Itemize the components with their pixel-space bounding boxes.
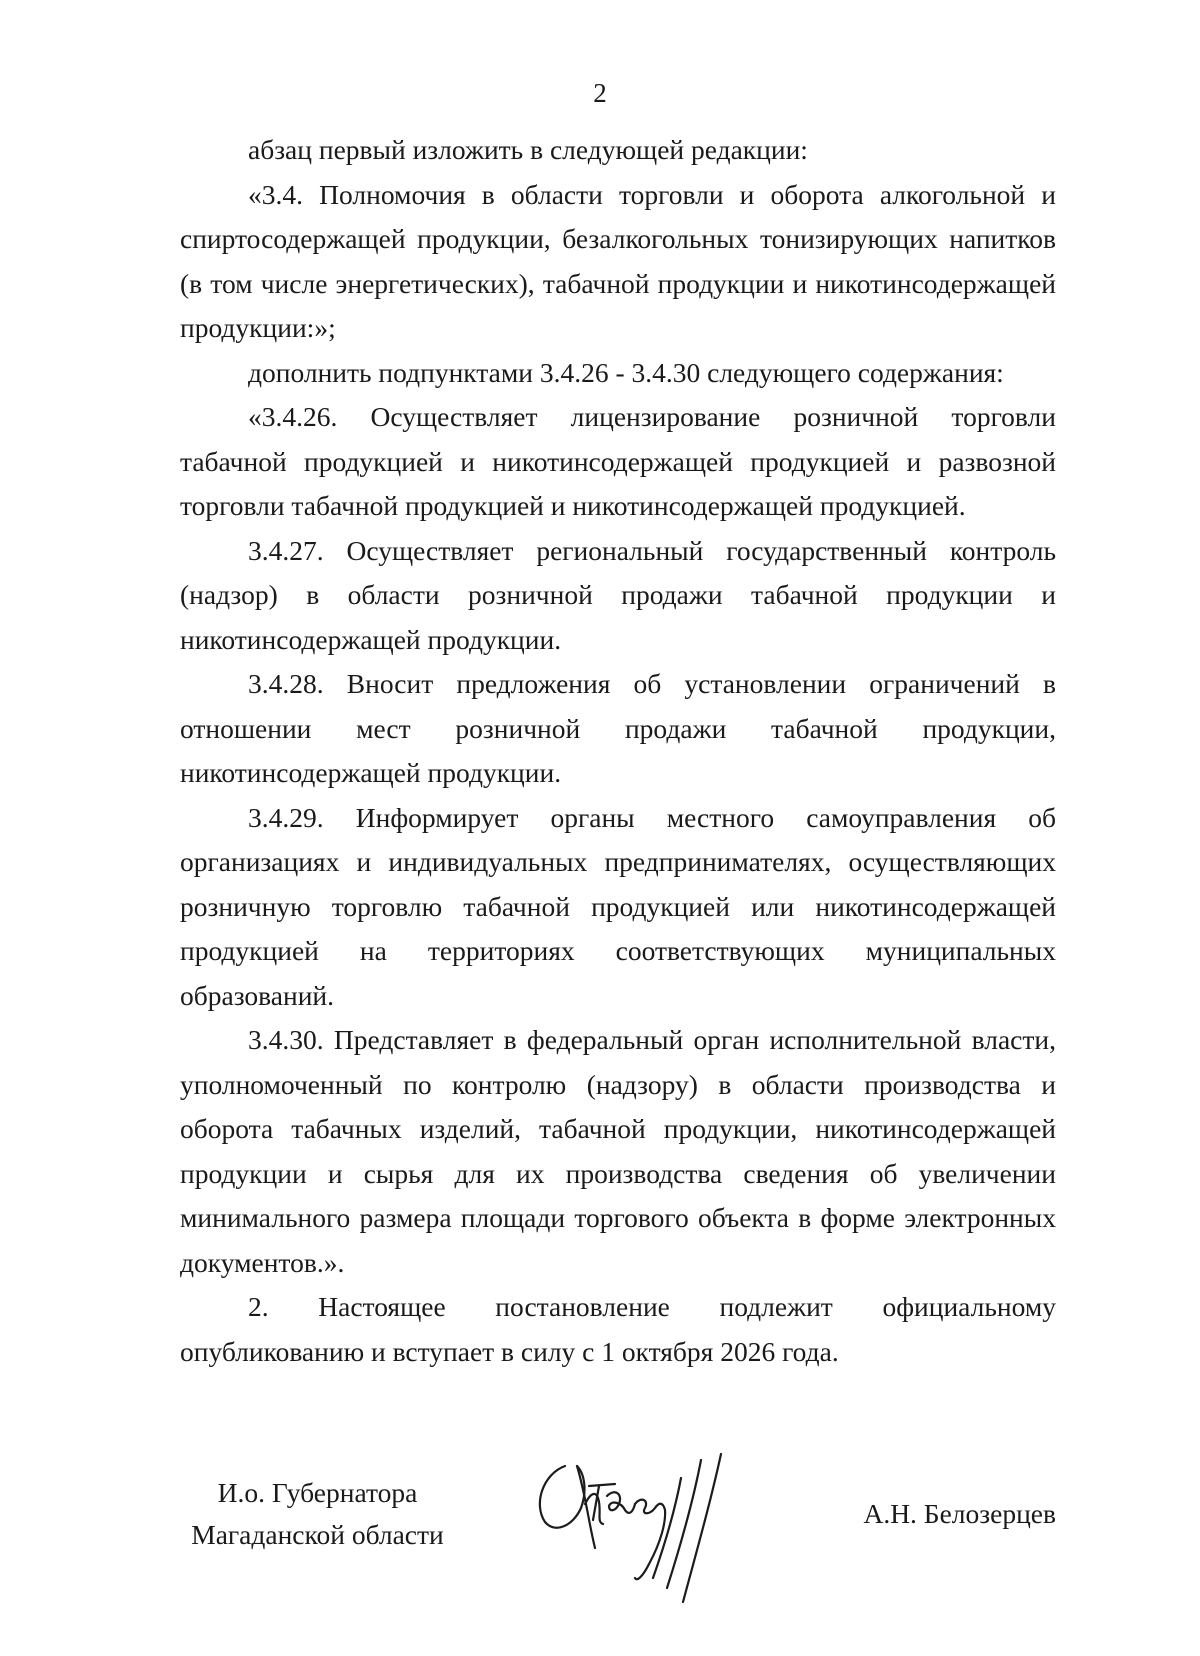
paragraph-3-4-30: 3.4.30. Представляет в федеральный орган исполнительной власти, уполномоченный по контролю (надзору) в области производства и оборота табачных изделий, табачной продукции, никотинсодержащей продукции и сырья для их производства сведения об увеличении минимального размера площади торгового объекта в форме электронных документов.».	[180, 1024, 1056, 1278]
document-body	[180, 128, 1056, 1374]
signature-stroke	[683, 1454, 721, 1602]
paragraph-3-4-26: «3.4.26. Осуществляет лицензирование розничной торговли табачной продукцией и никотинсодержащей продукцией и развозной торговли табачной продукцией и никотинсодержащей продукцией.	[180, 401, 1056, 521]
signer-title	[180, 1472, 455, 1556]
signature-stroke	[635, 1500, 665, 1580]
handwritten-signature	[525, 1452, 755, 1622]
paragraph-3-4: «3.4. Полномочия в области торговли и оборота алкогольной и спиртосодержащей продукции, безалкогольных тонизирующих напитков (в том числе энергетических), табачной продукции и никотинсодержащей продукции:»;	[180, 178, 1056, 343]
signature-stroke	[653, 1478, 681, 1578]
paragraph-3-4-27: 3.4.27. Осуществляет региональный государственный контроль (надзор) в области розничной продажи табачной продукции и никотинсодержащей продукции.	[180, 534, 1056, 655]
paragraph-addition: дополнить подпунктами 3.4.26 - 3.4.30 следующего содержания:	[248, 356, 1004, 388]
signature-stroke	[667, 1460, 701, 1588]
signature-stroke	[607, 1492, 635, 1513]
signer-name: А.Н. Белозерцев	[863, 1498, 1056, 1529]
signature-stroke	[589, 1484, 615, 1486]
signer-title-line2: Магаданской области	[191, 1519, 444, 1550]
paragraph-intro: абзац первый изложить в следующей редакции:	[248, 134, 808, 165]
signer-title-line1: И.о. Губернатора	[217, 1477, 418, 1508]
signature-stroke	[540, 1466, 585, 1528]
paragraph-item-2: 2. Настоящее постановление подлежит официальному опубликованию и вступает в силу с 1 октября 2026 года.	[180, 1291, 1056, 1367]
paragraph-3-4-29: 3.4.29. Информирует органы местного самоуправления об организациях и индивидуальных предпринимателях, осуществляющих розничную торговлю табачной продукцией или никотинсодержащей продукцией на территориях соответствующих муниципальных образований.	[180, 801, 1056, 1011]
signature-stroke	[577, 1466, 595, 1548]
page-number: 2	[593, 78, 607, 108]
signature-block	[0, 1472, 1200, 1632]
paragraph-3-4-28: 3.4.28. Вносит предложения об установлении ограничений в отношении мест розничной продажи табачной продукции, никотинсодержащей продукции.	[180, 668, 1056, 788]
